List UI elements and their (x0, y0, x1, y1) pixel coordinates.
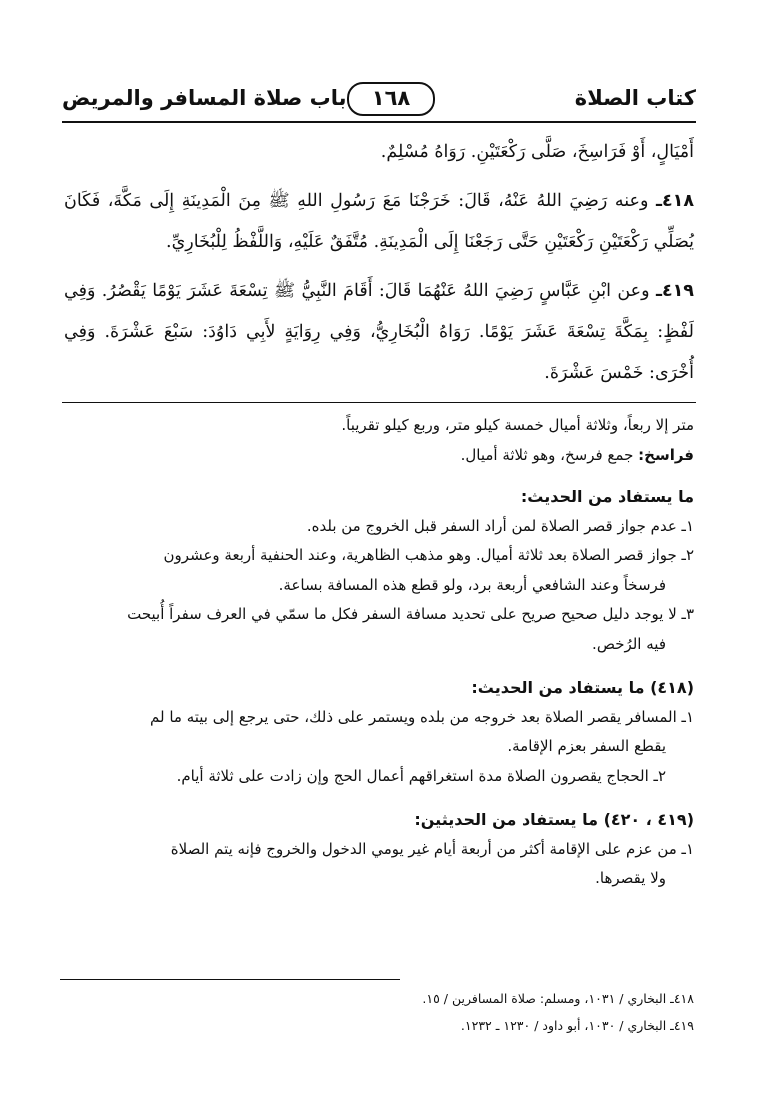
list-item: ٢ـ الحجاج يقصرون الصلاة مدة استغراقهم أعمال الحج وإن زادت على ثلاثة أيام. (176, 766, 666, 785)
list-item-continuation: فيه الرُخص. (592, 634, 666, 653)
list-item: ١ـ من عزم على الإقامة أكثر من أربعة أيام غير يومي الدخول والخروج فإنه يتم الصلاة (170, 839, 694, 858)
footnotes (60, 985, 694, 1039)
book-title: كتاب الصلاة (574, 86, 696, 110)
section-title: (٤١٩ ، ٤٢٠) ما يستفاد من الحديثين: (414, 810, 694, 829)
hadith-418 (64, 181, 694, 263)
list-item: ٢ـ جواز قصر الصلاة بعد ثلاثة أميال. وهو مذهب الظاهرية، وعند الحنفية أربعة وعشرون (163, 546, 694, 564)
hadith-text: وعنه رَضِيَ اللهُ عَنْهُ، قَالَ: خَرَجْنَا مَعَ رَسُولِ اللهِ ﷺ مِنَ الْمَدِينَةِ إِلَى مَكَّةَ، فَكَانَ يُصَلِّي رَكْعَتَيْنِ رَكْعَتَيْنِ حَتَّى رَجَعْنَا إِلَى الْمَدِينَةِ. مُتَّفَقٌ عَلَيْهِ، وَاللَّفْظُ لِلْبُخَارِيِّ. (64, 191, 694, 252)
hadith-number: ٤١٨ـ (655, 191, 694, 211)
section-divider (62, 402, 696, 403)
list-item: ١ـ عدم جواز قصر الصلاة لمن أراد السفر قبل الخروج من بلده. (306, 516, 694, 535)
note-text: جمع فرسخ، وهو ثلاثة أميال. (460, 445, 639, 464)
footnote: ٤١٨ـ البخاري / ١٠٣١، ومسلم: صلاة المسافرين / ١٥. (422, 991, 694, 1006)
list-item-continuation: ولا يقصرها. (595, 869, 666, 887)
page-number: ١٦٨ (347, 82, 435, 116)
section-title: (٤١٨) ما يستفاد من الحديث: (471, 678, 694, 697)
note-term: فراسخ: (638, 445, 694, 464)
hadith-419 (64, 271, 694, 394)
footnote: ٤١٩ـ البخاري / ١٠٣٠، أبو داود / ١٢٣٠ ـ ١٢٣٢. (460, 1018, 694, 1033)
note-line (60, 441, 694, 471)
note-line: متر إلا ربعاً، وثلاثة أميال خمسة كيلو متر، وربع كيلو تقريباً. (341, 416, 694, 434)
footnote-rule (60, 979, 400, 980)
hadith-section (64, 132, 694, 394)
header-rule (62, 121, 696, 123)
list-item-continuation: فرسخاً وعند الشافعي أربعة برد، ولو قطع هذه المسافة بساعة. (278, 575, 666, 594)
chapter-title: باب صلاة المسافر والمريض (62, 86, 347, 110)
list-item-continuation: يقطع السفر بعزم الإقامة. (507, 737, 666, 755)
page-header (62, 82, 696, 118)
commentary-section (60, 411, 694, 894)
section-title: ما يستفاد من الحديث: (520, 487, 694, 506)
hadith-text: وعن ابْنِ عَبَّاسٍ رَضِيَ اللهُ عَنْهُمَا قَالَ: أَقَامَ النَّبِيُّ ﷺ تِسْعَةَ عَشَرَ يَوْمًا يَقْصُرُ. وَفِي لَفْظٍ: بِمَكَّةَ تِسْعَةَ عَشَرَ يَوْمًا. رَوَاهُ الْبُخَارِيُّ، وَفِي رِوَايَةٍ لأَبِي دَاوُدَ: سَبْعَ عَشْرَةَ. وَفِي أُخْرَى: خَمْسَ عَشْرَةَ. (64, 281, 694, 383)
list-item: ٣ـ لا يوجد دليل صحيح صريح على تحديد مسافة السفر فكل ما سمّي في العرف سفراً أُبيحت (127, 605, 694, 623)
hadith-continuation: أَمْيَالٍ، أَوْ فَرَاسِخَ، صَلَّى رَكْعَتَيْنِ. رَوَاهُ مُسْلِمٌ. (380, 142, 694, 162)
hadith-number: ٤١٩ـ (655, 281, 694, 301)
list-item: ١ـ المسافر يقصر الصلاة بعد خروجه من بلده ويستمر على ذلك، حتى يرجع إلى بيته ما لم (150, 707, 694, 726)
